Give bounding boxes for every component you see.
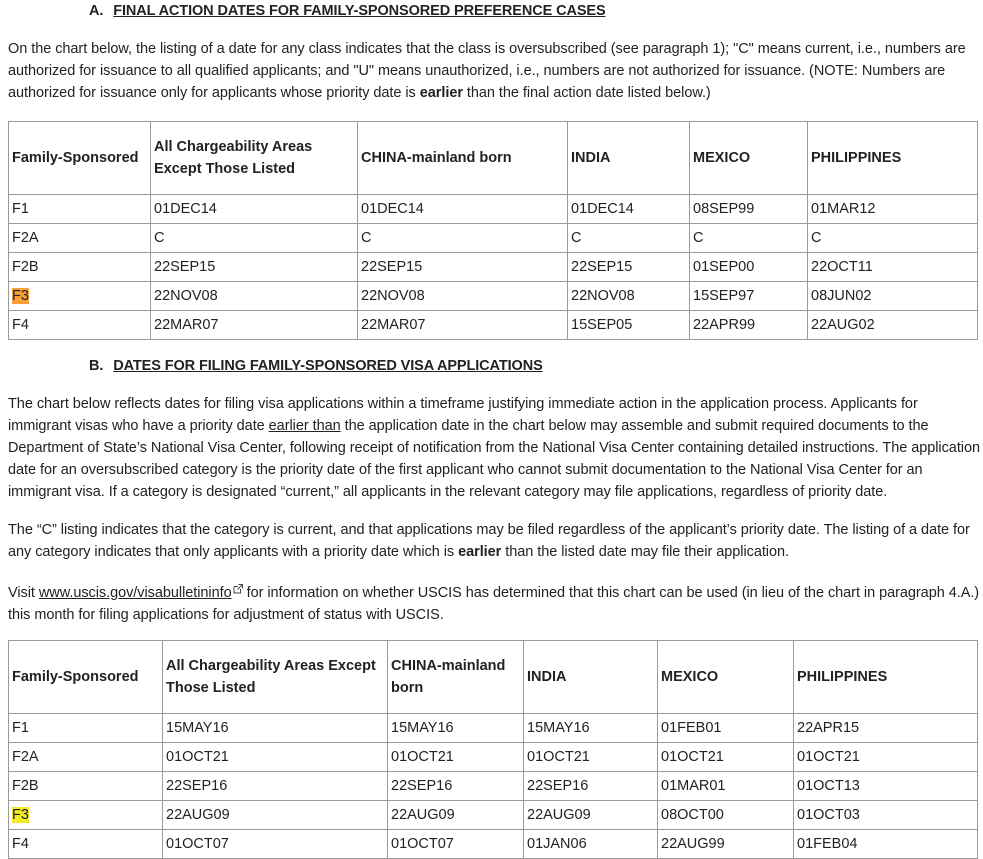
cell-category: F2A <box>9 743 163 772</box>
cell-india: 22NOV08 <box>568 282 690 311</box>
table-row <box>9 714 978 743</box>
header-india: INDIA <box>568 122 690 195</box>
cell-philippines: 22OCT11 <box>808 253 978 282</box>
header-family-sponsored: Family-Sponsored <box>9 122 151 195</box>
cell-philippines: 01MAR12 <box>808 195 978 224</box>
cell-china: 01OCT07 <box>388 830 524 859</box>
cell-china: 22MAR07 <box>358 311 568 340</box>
cell-india: 22SEP16 <box>524 772 658 801</box>
table-row <box>9 311 978 340</box>
section-b-prefix: B. <box>89 358 104 374</box>
section-a-text-end: than the final action date listed below.) <box>462 85 711 101</box>
dates-for-filing-table <box>8 640 978 859</box>
cell-category: F1 <box>9 195 151 224</box>
highlighted-category: F3 <box>12 807 29 823</box>
uscis-visa-bulletin-link[interactable]: www.uscis.gov/visabulletininfo <box>38 585 232 601</box>
cell-all-chargeability: 01OCT21 <box>163 743 388 772</box>
section-a-prefix: A. <box>89 3 104 19</box>
cell-india: 22AUG09 <box>524 801 658 830</box>
section-b-text: The chart below reflects dates for filing visa applications within a timeframe justifying immediate action in the application process. Applicants for immigrant visas who have a priority date <box>8 396 918 434</box>
section-b-description <box>8 393 980 503</box>
cell-india: 22SEP15 <box>568 253 690 282</box>
cell-mexico: 22AUG99 <box>658 830 794 859</box>
visit-text: Visit <box>8 585 39 601</box>
cell-mexico: 15SEP97 <box>690 282 808 311</box>
header-all-chargeability: All Chargeability Areas Except Those Listed <box>151 122 358 195</box>
cell-india: 01JAN06 <box>524 830 658 859</box>
section-a-text: On the chart below, the listing of a date for any class indicates that the class is oversubscribed (see paragraph 1); "C" means current, i.e., numbers are authorized for issuance to all qualified applicants; and "U" means unauthorized, i.e., numbers are not authorized for issuance. (NOTE: Numbers are authorized for issuance only for applicants whose priority date is <box>8 41 966 101</box>
cell-india: 01DEC14 <box>568 195 690 224</box>
cell-india: 01OCT21 <box>524 743 658 772</box>
table-row <box>9 224 978 253</box>
cell-all-chargeability: 01OCT07 <box>163 830 388 859</box>
header-mexico: MEXICO <box>690 122 808 195</box>
cell-category: F2B <box>9 253 151 282</box>
cell-category: F2A <box>9 224 151 253</box>
cell-all-chargeability: C <box>151 224 358 253</box>
cell-philippines: 01OCT03 <box>794 801 978 830</box>
cell-all-chargeability: 01DEC14 <box>151 195 358 224</box>
c-listing-text: The “C” listing indicates that the category is current, and that applications may be filed regardless of the applicant’s priority date. The listing of a date for any category indicates that only applicants with a priority date which is <box>8 522 970 560</box>
cell-china: 01DEC14 <box>358 195 568 224</box>
header-mexico: MEXICO <box>658 641 794 714</box>
cell-mexico: 01MAR01 <box>658 772 794 801</box>
highlighted-category: F3 <box>12 288 29 304</box>
cell-china: 15MAY16 <box>388 714 524 743</box>
table-row <box>9 830 978 859</box>
cell-all-chargeability: 22SEP16 <box>163 772 388 801</box>
section-b-uscis-note <box>8 579 980 626</box>
section-b-title: DATES FOR FILING FAMILY-SPONSORED VISA APPLICATIONS <box>113 358 543 374</box>
cell-mexico: 08SEP99 <box>690 195 808 224</box>
cell-mexico: 22APR99 <box>690 311 808 340</box>
cell-category: F4 <box>9 311 151 340</box>
c-listing-text-end: than the listed date may file their application. <box>501 544 789 560</box>
cell-all-chargeability: 22NOV08 <box>151 282 358 311</box>
cell-china: 22SEP15 <box>358 253 568 282</box>
section-b-text-end: the application date in the chart below may assemble and submit required documents to the Department of State’s National Visa Center, following receipt of notification from the National Visa Center containing detailed instructions. The application date for an oversubscribed category is the priority date of the first applicant who cannot submit documentation to the National Visa Center for an immigrant visa. If a category is designated “current,” all applicants in the relevant category may file applications, regardless of priority date. <box>8 418 980 500</box>
section-b-underline: earlier than <box>268 418 341 434</box>
cell-india: C <box>568 224 690 253</box>
cell-philippines: 01OCT13 <box>794 772 978 801</box>
cell-philippines: C <box>808 224 978 253</box>
cell-philippines: 01FEB04 <box>794 830 978 859</box>
header-all-chargeability: All Chargeability Areas Except Those Listed <box>163 641 388 714</box>
cell-category: F2B <box>9 772 163 801</box>
header-china: CHINA-mainland born <box>388 641 524 714</box>
external-link-icon <box>233 579 243 601</box>
c-listing-bold: earlier <box>458 544 502 560</box>
cell-mexico: 01SEP00 <box>690 253 808 282</box>
section-b-c-listing-note <box>8 519 980 563</box>
cell-china: 22AUG09 <box>388 801 524 830</box>
cell-all-chargeability: 15MAY16 <box>163 714 388 743</box>
cell-china: 22SEP16 <box>388 772 524 801</box>
table-row <box>9 195 978 224</box>
cell-philippines: 01OCT21 <box>794 743 978 772</box>
table-header-row <box>9 641 978 714</box>
section-a-bold: earlier <box>419 85 463 101</box>
cell-category: F1 <box>9 714 163 743</box>
header-family-sponsored: Family-Sponsored <box>9 641 163 714</box>
table-row <box>9 253 978 282</box>
cell-all-chargeability: 22AUG09 <box>163 801 388 830</box>
cell-category <box>9 282 151 311</box>
cell-china: 22NOV08 <box>358 282 568 311</box>
header-philippines: PHILIPPINES <box>808 122 978 195</box>
cell-mexico: 01FEB01 <box>658 714 794 743</box>
cell-philippines: 22APR15 <box>794 714 978 743</box>
table-row <box>9 282 978 311</box>
cell-mexico: 08OCT00 <box>658 801 794 830</box>
section-a-heading <box>89 3 606 19</box>
cell-all-chargeability: 22MAR07 <box>151 311 358 340</box>
cell-mexico: C <box>690 224 808 253</box>
final-action-dates-table <box>8 121 978 340</box>
table-header-row <box>9 122 978 195</box>
uscis-note-text: for information on whether USCIS has determined that this chart can be used (in lieu of the chart in paragraph 4.A.) this month for filing applications for adjustment of status with USCIS. <box>8 585 980 623</box>
cell-india: 15SEP05 <box>568 311 690 340</box>
cell-category <box>9 801 163 830</box>
cell-mexico: 01OCT21 <box>658 743 794 772</box>
cell-philippines: 22AUG02 <box>808 311 978 340</box>
cell-india: 15MAY16 <box>524 714 658 743</box>
table-row <box>9 743 978 772</box>
section-b-heading <box>89 358 543 374</box>
table-row <box>9 801 978 830</box>
table-row <box>9 772 978 801</box>
section-a-title: FINAL ACTION DATES FOR FAMILY-SPONSORED PREFERENCE CASES <box>113 3 606 19</box>
cell-philippines: 08JUN02 <box>808 282 978 311</box>
cell-category: F4 <box>9 830 163 859</box>
header-philippines: PHILIPPINES <box>794 641 978 714</box>
section-a-description <box>8 38 980 104</box>
header-india: INDIA <box>524 641 658 714</box>
cell-china: C <box>358 224 568 253</box>
cell-china: 01OCT21 <box>388 743 524 772</box>
header-china: CHINA-mainland born <box>358 122 568 195</box>
cell-all-chargeability: 22SEP15 <box>151 253 358 282</box>
